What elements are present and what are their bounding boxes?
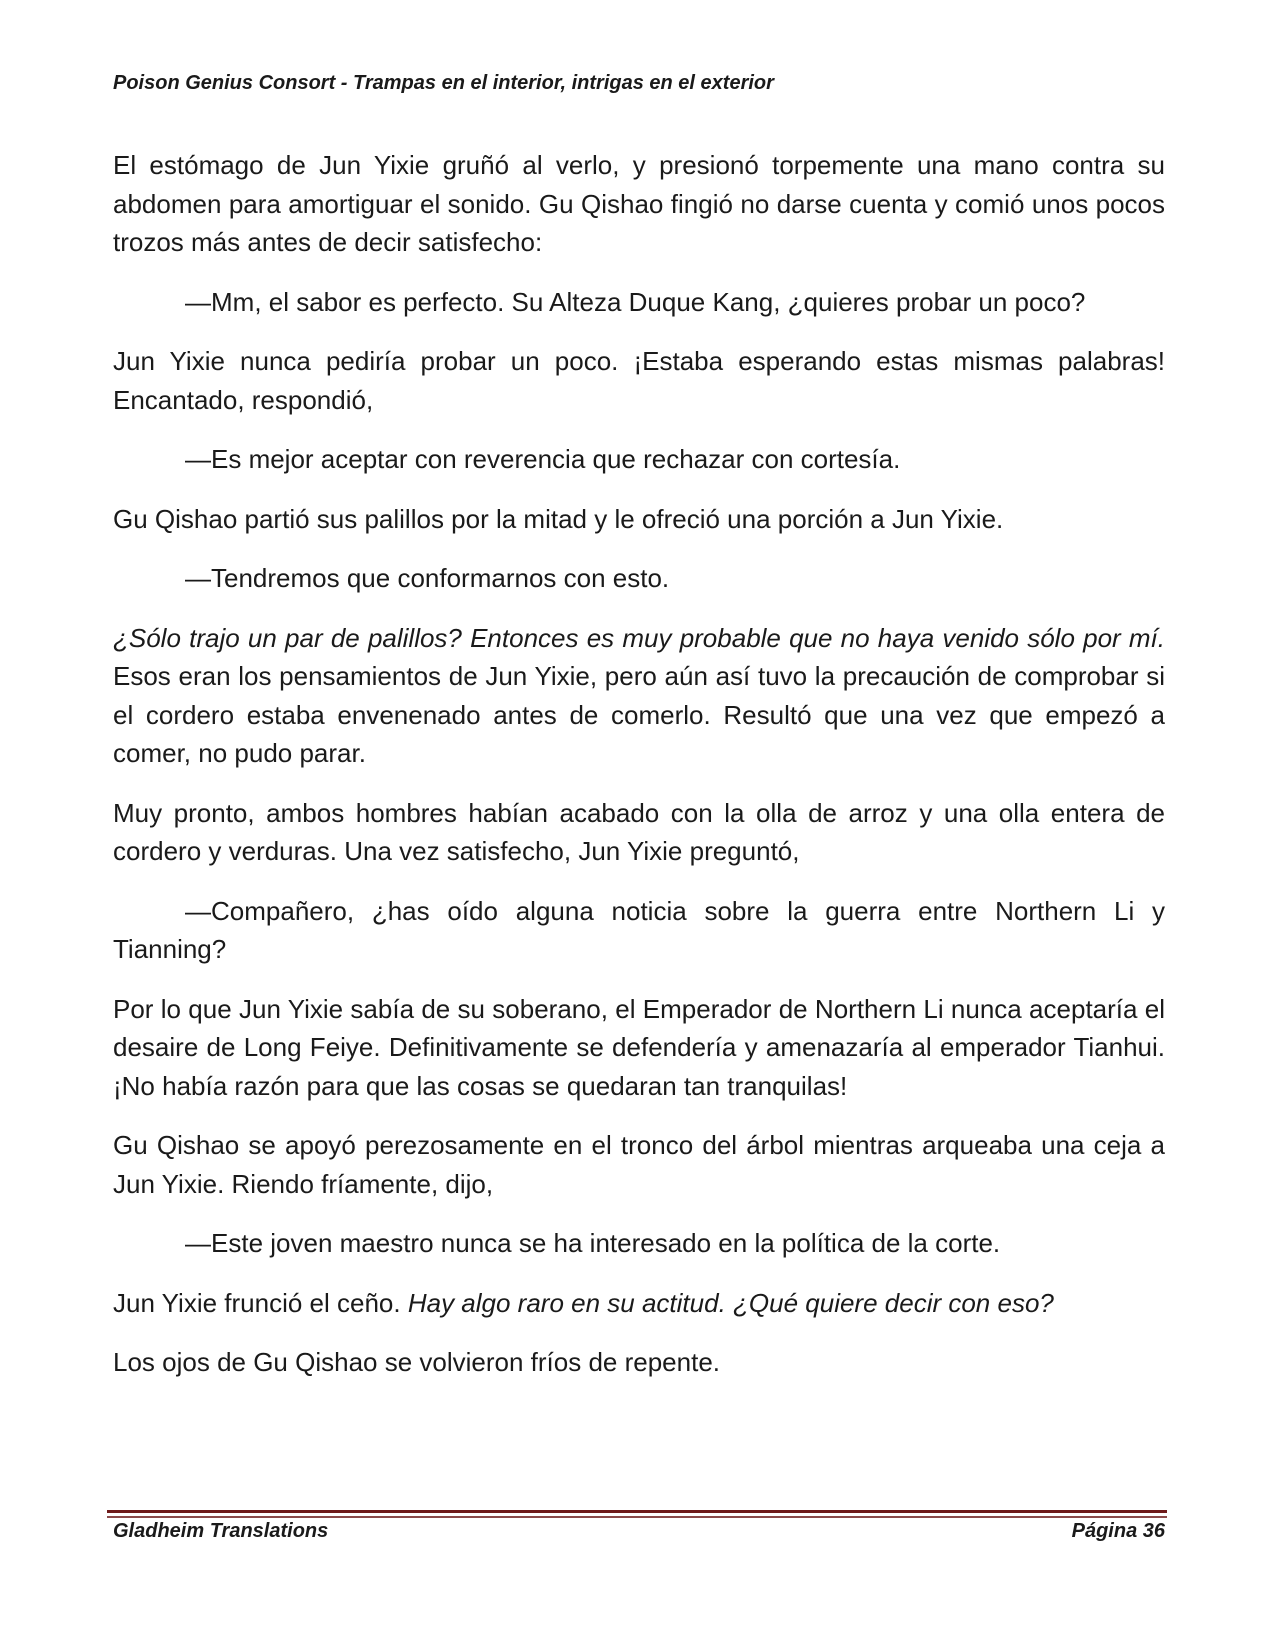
paragraph: Gu Qishao partió sus palillos por la mitad y le ofreció una porción a Jun Yixie.: [113, 503, 1004, 534]
dialogue-paragraph: —Es mejor aceptar con reverencia que rechazar con cortesía.: [185, 444, 901, 474]
dialogue-paragraph: —Mm, el sabor es perfecto. Su Alteza Duque Kang, ¿quieres probar un poco?: [185, 286, 1086, 317]
footer-rule: [107, 1510, 1167, 1513]
italic-thought: Hay algo raro en su actitud. ¿Qué quiere decir con eso?: [407, 1287, 1054, 1318]
dialogue-paragraph: —Compañero, ¿has oído alguna noticia sobre la guerra entre Northern Li y Tianning?: [113, 895, 1165, 964]
body-text: [113, 146, 1165, 1403]
paragraph: [113, 1284, 1165, 1323]
paragraph-text: Jun Yixie frunció el ceño.: [113, 1287, 408, 1318]
italic-thought: ¿Sólo trajo un par de palillos? Entonces es muy probable que no haya venido sólo por mí.: [113, 622, 1165, 653]
paragraph-text: Esos eran los pensamientos de Jun Yixie, pero aún así tuvo la precaución de comprobar si el cordero estaba envenenado antes de comerlo. Resultó que una vez que empezó a comer, no pudo parar.: [113, 661, 1165, 768]
paragraph: Por lo que Jun Yixie sabía de su soberano, el Emperador de Northern Li nunca aceptaría el desaire de Long Feiye. Definitivamente se defendería y amenazaría al emperador Tianhui. ¡No había razón para que las cosas se quedaran tan tranquilas!: [113, 993, 1165, 1101]
page-number: Página 36: [1071, 1520, 1165, 1542]
paragraph: Los ojos de Gu Qishao se volvieron fríos de repente.: [113, 1347, 721, 1377]
dialogue-paragraph: —Este joven maestro nunca se ha interesado en la política de la corte.: [185, 1228, 1001, 1258]
page-footer: [113, 1520, 1165, 1543]
paragraph: [113, 619, 1165, 773]
footer-publisher: Gladheim Translations: [113, 1520, 329, 1542]
page-header-title: Poison Genius Consort - Trampas en el interior, intrigas en el exterior: [113, 72, 774, 94]
paragraph: Gu Qishao se apoyó perezosamente en el tronco del árbol mientras arqueaba una ceja a Jun Yixie. Riendo fríamente, dijo,: [113, 1130, 1165, 1199]
dialogue-paragraph: —Tendremos que conformarnos con esto.: [185, 563, 670, 593]
paragraph: Jun Yixie nunca pediría probar un poco. ¡Estaba esperando estas mismas palabras! Encantado, respondió,: [113, 346, 1165, 415]
footer-rule-thin: [107, 1516, 1167, 1518]
paragraph: Muy pronto, ambos hombres habían acabado con la olla de arroz y una olla entera de cordero y verduras. Una vez satisfecho, Jun Yixie preguntó,: [113, 797, 1165, 866]
paragraph: El estómago de Jun Yixie gruñó al verlo, y presionó torpemente una mano contra su abdomen para amortiguar el sonido. Gu Qishao fingió no darse cuenta y comió unos pocos trozos más antes de decir satisfecho:: [113, 150, 1165, 257]
